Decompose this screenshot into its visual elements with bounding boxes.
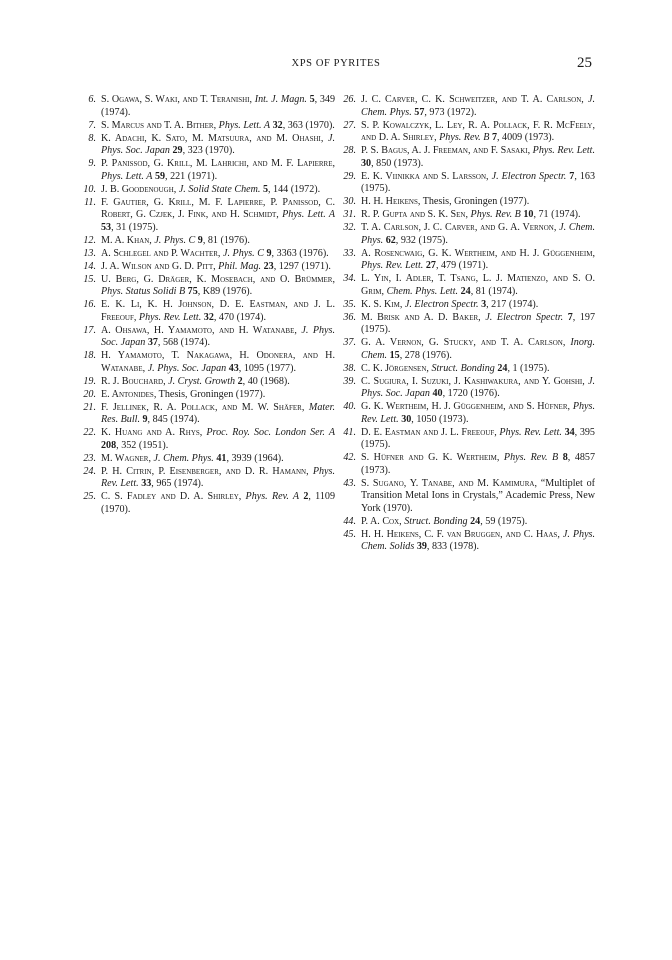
reference-journal: Phys. Rev. A (245, 491, 300, 503)
reference-text (101, 248, 335, 261)
reference-item (341, 478, 595, 516)
reference-number: 26. (343, 94, 356, 105)
reference-volume: 29 (172, 145, 183, 157)
reference-number: 31. (343, 209, 356, 221)
reference-volume: 41 (216, 452, 227, 464)
reference-detail: , 40 (1968). (242, 375, 290, 387)
reference-text (101, 235, 335, 248)
reference-journal: J. Electron Spectr. (404, 298, 479, 310)
reference-detail: , 278 (1976). (399, 349, 452, 361)
reference-volume: 9 (197, 234, 203, 246)
reference-authors: T. A. Carlson, J. C. Carver, and G. A. Vernon, (361, 222, 557, 234)
reference-journal: Phys. Rev. Lett. (361, 260, 424, 272)
reference-journal: J. Electron Spectr. (485, 311, 564, 323)
reference-detail: , 71 (1974). (533, 209, 581, 221)
reference-item (341, 401, 595, 426)
reference-detail: , 3363 (1976). (271, 247, 329, 259)
reference-volume: 39 (416, 541, 427, 553)
reference-authors: M. Brisk and A. D. Baker, (361, 311, 481, 323)
reference-authors: P. H. Citrin, P. Eisenberger, and D. R. Hamann, (101, 465, 309, 477)
reference-journal: Phys. Status Solidi B (101, 286, 186, 298)
reference-authors: L. Yin, I. Adler, T. Tsang, L. J. Matienzo, and S. O. Grim, (361, 273, 595, 297)
reference-journal: Phys. Rev. B (503, 452, 559, 464)
reference-number: 6. (88, 94, 96, 105)
reference-authors: E. K. Viinikka and S. Larsson, (361, 170, 489, 182)
reference-authors: A. Ohsawa, H. Yamamoto, and H. Watanabe, (101, 324, 297, 336)
reference-column-right (341, 94, 595, 554)
reference-number: 22. (83, 427, 96, 439)
reference-number: 27. (343, 119, 356, 131)
reference-column-left (81, 94, 335, 517)
reference-journal: Phys. Lett. A (218, 119, 271, 131)
reference-detail: , 845 (1974). (147, 414, 200, 426)
reference-authors: H. H. Heikens, C. F. van Bruggen, and C. Haas, (361, 528, 560, 540)
reference-volume: 208 (101, 439, 117, 451)
reference-detail: , 850 (1973). (371, 157, 424, 169)
reference-item (341, 337, 595, 362)
reference-detail: Thesis, Groningen (1977). (420, 196, 530, 208)
reference-authors: K. Adachi, K. Sato, M. Matsuura, and M. Ohashi, (101, 132, 324, 144)
reference-volume: 32 (203, 311, 214, 323)
reference-authors: K. S. Kim, (361, 298, 403, 310)
reference-journal: Phil. Mag. (218, 260, 262, 272)
reference-authors: R. P. Gupta and S. K. Sen, (361, 209, 469, 221)
reference-number: 11. (84, 196, 96, 208)
reference-item (81, 158, 335, 183)
reference-item (81, 261, 335, 274)
reference-item (81, 453, 335, 466)
reference-item (81, 350, 335, 375)
reference-detail: , 568 (1974). (157, 337, 211, 349)
reference-journal: Struct. Bonding (404, 515, 468, 527)
reference-text (101, 453, 335, 466)
reference-authors: P. A. Cox, (361, 515, 402, 527)
reference-detail: , 1 (1975). (507, 362, 550, 374)
reference-detail: , 470 (1974). (213, 311, 267, 323)
reference-item (341, 273, 595, 298)
reference-number: 25. (83, 491, 96, 503)
reference-text (361, 478, 595, 516)
reference-volume: 40 (432, 388, 443, 400)
reference-volume: 30 (361, 157, 372, 169)
reference-text (361, 209, 595, 222)
reference-journal: Phys. Rev. Lett. (138, 311, 202, 323)
reference-item (81, 325, 335, 350)
reference-volume: 27 (425, 260, 436, 272)
reference-authors: R. J. Bouchard, (101, 375, 166, 387)
reference-detail: , 31 (1975). (111, 221, 159, 233)
reference-volume: 32 (272, 119, 283, 131)
reference-volume: 24 (470, 515, 481, 527)
reference-text (361, 312, 595, 337)
reference-detail: , 833 (1978). (426, 541, 480, 553)
reference-item (341, 452, 595, 477)
reference-number: 35. (343, 298, 356, 310)
reference-authors: F. Jellinek, R. A. Pollack, and M. W. Shäfer, (101, 401, 305, 413)
reference-text (361, 452, 595, 477)
reference-authors: C. Sugiura, I. Suzuki, J. Kashiwakura, and Y. Gohshi, (361, 375, 585, 387)
reference-detail: , 3939 (1964). (226, 452, 284, 464)
reference-journal: J. Phys. C (154, 234, 196, 246)
reference-journal: J. Chem. Phys. (361, 222, 595, 246)
reference-item (341, 363, 595, 376)
reference-volume: 2 (237, 375, 243, 387)
reference-text (361, 529, 595, 554)
reference-detail: , 144 (1972). (267, 183, 321, 195)
reference-detail: , 4857 (1973). (361, 452, 596, 476)
reference-text (361, 427, 595, 452)
reference-number: 38. (343, 362, 356, 374)
reference-text (101, 491, 335, 516)
reference-journal: Struct. Bonding (431, 362, 495, 374)
reference-volume: 75 (187, 286, 198, 298)
reference-detail: , 932 (1975). (395, 234, 448, 246)
reference-item (81, 184, 335, 197)
reference-volume: 10 (523, 209, 534, 221)
reference-detail: , 973 (1972). (424, 106, 477, 118)
reference-authors: H. H. Heikens, (361, 196, 421, 208)
reference-text (361, 248, 595, 273)
reference-text (101, 184, 335, 197)
reference-number: 32. (343, 222, 356, 234)
reference-text (361, 299, 595, 312)
reference-number: 8. (88, 132, 96, 144)
reference-authors: P. Panissod, G. Krill, M. Lahrichi, and M. F. Lapierre, (101, 158, 335, 170)
reference-volume: 23 (263, 260, 274, 272)
reference-authors: J. B. Goodenough, (101, 183, 177, 195)
reference-text (361, 120, 595, 145)
reference-number: 43. (343, 477, 356, 489)
reference-authors: S. Marcus and T. A. Bither, (101, 119, 217, 131)
reference-volume: 8 (562, 452, 568, 464)
reference-number: 21. (83, 401, 96, 413)
reference-volume: 15 (389, 349, 400, 361)
reference-detail: , 163 (1975). (361, 170, 596, 195)
reference-authors: J. C. Carver, C. K. Schweitzer, and T. A. Carlson, (361, 94, 584, 105)
reference-journal: J. Phys. Chem. Solids (361, 528, 596, 553)
reference-item (81, 466, 335, 491)
reference-item (81, 299, 335, 324)
reference-text (101, 389, 335, 402)
reference-authors: A. Rosencwaig, G. K. Wertheim, and H. J. Güggenheim, (361, 247, 595, 259)
reference-item (81, 389, 335, 402)
reference-item (341, 427, 595, 452)
reference-journal: J. Chem. Phys. (361, 94, 595, 118)
reference-detail: , 1095 (1977). (238, 362, 296, 374)
reference-number: 23. (83, 452, 96, 464)
reference-authors: A. Schlegel and P. Wachter, (101, 247, 221, 259)
reference-journal: Phys. Rev. B (439, 132, 490, 144)
reference-journal: Chem. Phys. Lett. (386, 285, 459, 297)
reference-volume: 43 (228, 362, 239, 374)
reference-authors: S. Hüfner and G. K. Wertheim, (361, 452, 500, 464)
reference-number: 24. (83, 465, 96, 477)
reference-text (101, 466, 335, 491)
reference-text (101, 402, 335, 427)
reference-authors: H. Yamamoto, T. Nakagawa, H. Odonera, and H. Watanabe, (101, 350, 335, 374)
reference-volume: 37 (147, 337, 158, 349)
reference-detail: , 217 (1974). (486, 298, 539, 310)
reference-authors: P. S. Bagus, A. J. Freeman, and F. Sasaki, (361, 145, 531, 157)
reference-number: 18. (83, 350, 96, 362)
reference-detail: , 395 (1975). (361, 426, 595, 451)
reference-item (341, 312, 595, 337)
reference-number: 36. (343, 311, 356, 323)
reference-authors: U. Berg, G. Dräger, K. Mosebach, and O. Brümmer, (101, 273, 335, 285)
reference-detail: , 1297 (1971). (273, 260, 331, 272)
reference-number: 9. (88, 158, 96, 170)
reference-journal: J. Phys. Soc. Japan (101, 132, 335, 157)
reference-volume: 34 (564, 426, 575, 438)
reference-authors: C. K. Jörgensen, (361, 362, 429, 374)
reference-journal: J. Electron Spectr. (491, 170, 567, 182)
reference-volume: 24 (460, 285, 471, 297)
reference-authors: M. Wagner, (101, 452, 152, 464)
reference-number: 14. (83, 260, 96, 272)
reference-volume: 7 (567, 311, 573, 323)
reference-item (81, 235, 335, 248)
reference-volume: 2 (303, 491, 309, 503)
reference-item (81, 274, 335, 299)
reference-journal: J. Phys. Soc. Japan (361, 375, 595, 400)
reference-volume: 3 (481, 298, 487, 310)
reference-journal: Phys. Rev. B (470, 209, 521, 221)
reference-detail: , 479 (1971). (435, 260, 489, 272)
reference-text (101, 94, 335, 119)
reference-item (81, 402, 335, 427)
reference-volume: 7 (569, 170, 575, 182)
reference-item (341, 248, 595, 273)
reference-journal: Phys. Rev. Lett. (532, 145, 595, 157)
reference-number: 34. (343, 273, 356, 285)
reference-volume: 30 (401, 413, 412, 425)
reference-authors: G. A. Vernon, G. Stucky, and T. A. Carlson, (361, 337, 566, 349)
reference-volume: 53 (101, 221, 112, 233)
reference-journal: Phys. Rev. Lett. (499, 426, 562, 438)
reference-authors: E. Antonides, (101, 388, 157, 400)
running-title: XPS OF PYRITES (291, 58, 381, 69)
reference-authors: D. E. Eastman and J. L. Freeouf, (361, 426, 497, 438)
reference-text (361, 222, 595, 247)
reference-number: 44. (343, 515, 356, 527)
reference-detail: , 965 (1974). (151, 478, 204, 490)
reference-item (81, 94, 335, 119)
reference-text (101, 350, 335, 375)
reference-detail: , 1050 (1973). (411, 413, 469, 425)
reference-number: 10. (83, 183, 96, 195)
reference-journal: Mater. Res. Bull. (101, 401, 335, 426)
reference-detail: , 1109 (1970). (101, 491, 335, 515)
reference-journal: J. Chem. Phys. (153, 452, 214, 464)
reference-number: 42. (343, 452, 356, 464)
reference-text (101, 299, 335, 324)
reference-journal: Phys. Lett. A (282, 209, 336, 221)
reference-text (101, 261, 335, 274)
reference-detail: , 1720 (1976). (442, 388, 500, 400)
reference-detail: , 221 (1971). (165, 170, 218, 182)
reference-detail: , 4009 (1973). (496, 132, 555, 144)
reference-item (81, 120, 335, 133)
reference-number: 12. (83, 234, 96, 246)
reference-text (101, 325, 335, 350)
reference-item (341, 94, 595, 119)
reference-text (361, 196, 595, 209)
reference-text (361, 273, 595, 298)
reference-item (341, 196, 595, 209)
reference-item (341, 209, 595, 222)
reference-number: 30. (343, 196, 356, 208)
reference-journal: J. Phys. Soc. Japan (147, 362, 227, 374)
reference-detail: , 349 (1974). (101, 94, 335, 118)
reference-volume: 5 (309, 94, 315, 105)
reference-number: 29. (343, 170, 356, 182)
reference-text (101, 158, 335, 183)
reference-journal: Int. J. Magn. (254, 94, 307, 105)
reference-detail: , 59 (1975). (480, 515, 528, 527)
reference-volume: 7 (491, 132, 497, 144)
reference-number: 28. (343, 145, 356, 157)
reference-detail: “Multiplet of Transition Metal Ions in Crystals,” Academic Press, New York (1970). (361, 477, 595, 514)
reference-detail: , 81 (1976). (202, 234, 250, 246)
reference-number: 33. (343, 247, 356, 259)
reference-text (101, 197, 335, 235)
reference-item (341, 145, 595, 170)
reference-number: 15. (83, 273, 96, 285)
reference-journal: Phys. Lett. A (101, 170, 153, 182)
reference-text (361, 516, 595, 529)
reference-volume: 57 (414, 106, 425, 118)
reference-text (101, 274, 335, 299)
reference-volume: 9 (142, 414, 148, 426)
reference-authors: S. Ogawa, S. Waki, and T. Teranishi, (101, 94, 253, 105)
reference-journal: J. Cryst. Growth (168, 375, 236, 387)
reference-number: 45. (343, 528, 356, 540)
reference-item (341, 376, 595, 401)
reference-journal: J. Phys. C (223, 247, 264, 259)
reference-item (341, 222, 595, 247)
reference-item (81, 491, 335, 516)
reference-text (361, 145, 595, 170)
reference-text (361, 401, 595, 426)
reference-journal: Phys. Rev. Lett. (101, 465, 335, 490)
reference-journal: Phys. Rev. Lett. (361, 401, 595, 425)
reference-authors: S. P. Kowalczyk, L. Ley, R. A. Pollack, F. R. McFeely, and D. A. Shirley, (361, 119, 595, 144)
reference-volume: 33 (141, 478, 152, 490)
reference-detail: , 323 (1970). (182, 145, 235, 157)
reference-item (81, 197, 335, 235)
reference-text (361, 171, 595, 196)
reference-volume: 9 (266, 247, 272, 259)
reference-item (81, 133, 335, 158)
reference-detail: , 363 (1970). (282, 119, 335, 131)
reference-text (361, 337, 595, 362)
reference-text (361, 94, 595, 119)
reference-authors: M. A. Khan, (101, 234, 152, 246)
reference-text (101, 120, 335, 133)
reference-number: 20. (83, 388, 96, 400)
reference-number: 19. (83, 375, 96, 387)
reference-number: 13. (83, 247, 96, 259)
reference-authors: K. Huang and A. Rhys, (101, 427, 203, 439)
reference-number: 17. (83, 324, 96, 336)
reference-number: 37. (343, 337, 356, 349)
reference-number: 7. (88, 119, 96, 131)
reference-authors: G. K. Wertheim, H. J. Güggenheim, and S. Hüfner, (361, 401, 571, 413)
reference-journal: J. Solid State Chem. (178, 183, 261, 195)
reference-authors: E. K. Li, K. H. Johnson, D. E. Eastman, and J. L. Freeouf, (101, 299, 335, 323)
reference-authors: F. Gautier, G. Krill, M. F. Lapierre, P. Panissod, C. Robert, G. Czjek, J. Fink, and H. Schmidt, (101, 196, 335, 221)
reference-detail: , K89 (1976). (197, 286, 253, 298)
reference-detail: Thesis, Groningen (1977). (156, 388, 266, 400)
reference-authors: J. A. Wilson and G. D. Pitt, (101, 260, 216, 272)
reference-item (341, 120, 595, 145)
reference-volume: 24 (497, 362, 508, 374)
reference-journal: Inorg. Chem. (361, 337, 595, 361)
reference-authors: C. S. Fadley and D. A. Shirley, (101, 491, 242, 503)
reference-item (341, 171, 595, 196)
reference-number: 40. (343, 401, 356, 413)
reference-text (101, 133, 335, 158)
reference-volume: 62 (385, 234, 396, 246)
reference-detail: , 197 (1975). (361, 311, 596, 336)
page-number: 25 (577, 55, 592, 71)
reference-volume: 5 (262, 183, 268, 195)
reference-detail: , 352 (1951). (116, 439, 169, 451)
reference-detail: , 81 (1974). (470, 285, 518, 297)
reference-item (341, 516, 595, 529)
reference-text (361, 363, 595, 376)
reference-item (341, 529, 595, 554)
reference-item (81, 427, 335, 452)
reference-text (101, 427, 335, 452)
reference-number: 39. (343, 375, 356, 387)
reference-journal: J. Phys. Soc. Japan (101, 324, 335, 349)
reference-volume: 59 (154, 170, 166, 182)
reference-item (341, 299, 595, 312)
reference-item (81, 376, 335, 389)
reference-text (101, 376, 335, 389)
reference-journal: Proc. Roy. Soc. London Ser. A (206, 427, 335, 439)
reference-authors: S. Sugano, Y. Tanabe, and M. Kamimura, (361, 477, 537, 489)
reference-item (81, 248, 335, 261)
reference-number: 41. (343, 426, 356, 438)
reference-number: 16. (83, 299, 96, 311)
reference-text (361, 376, 595, 401)
